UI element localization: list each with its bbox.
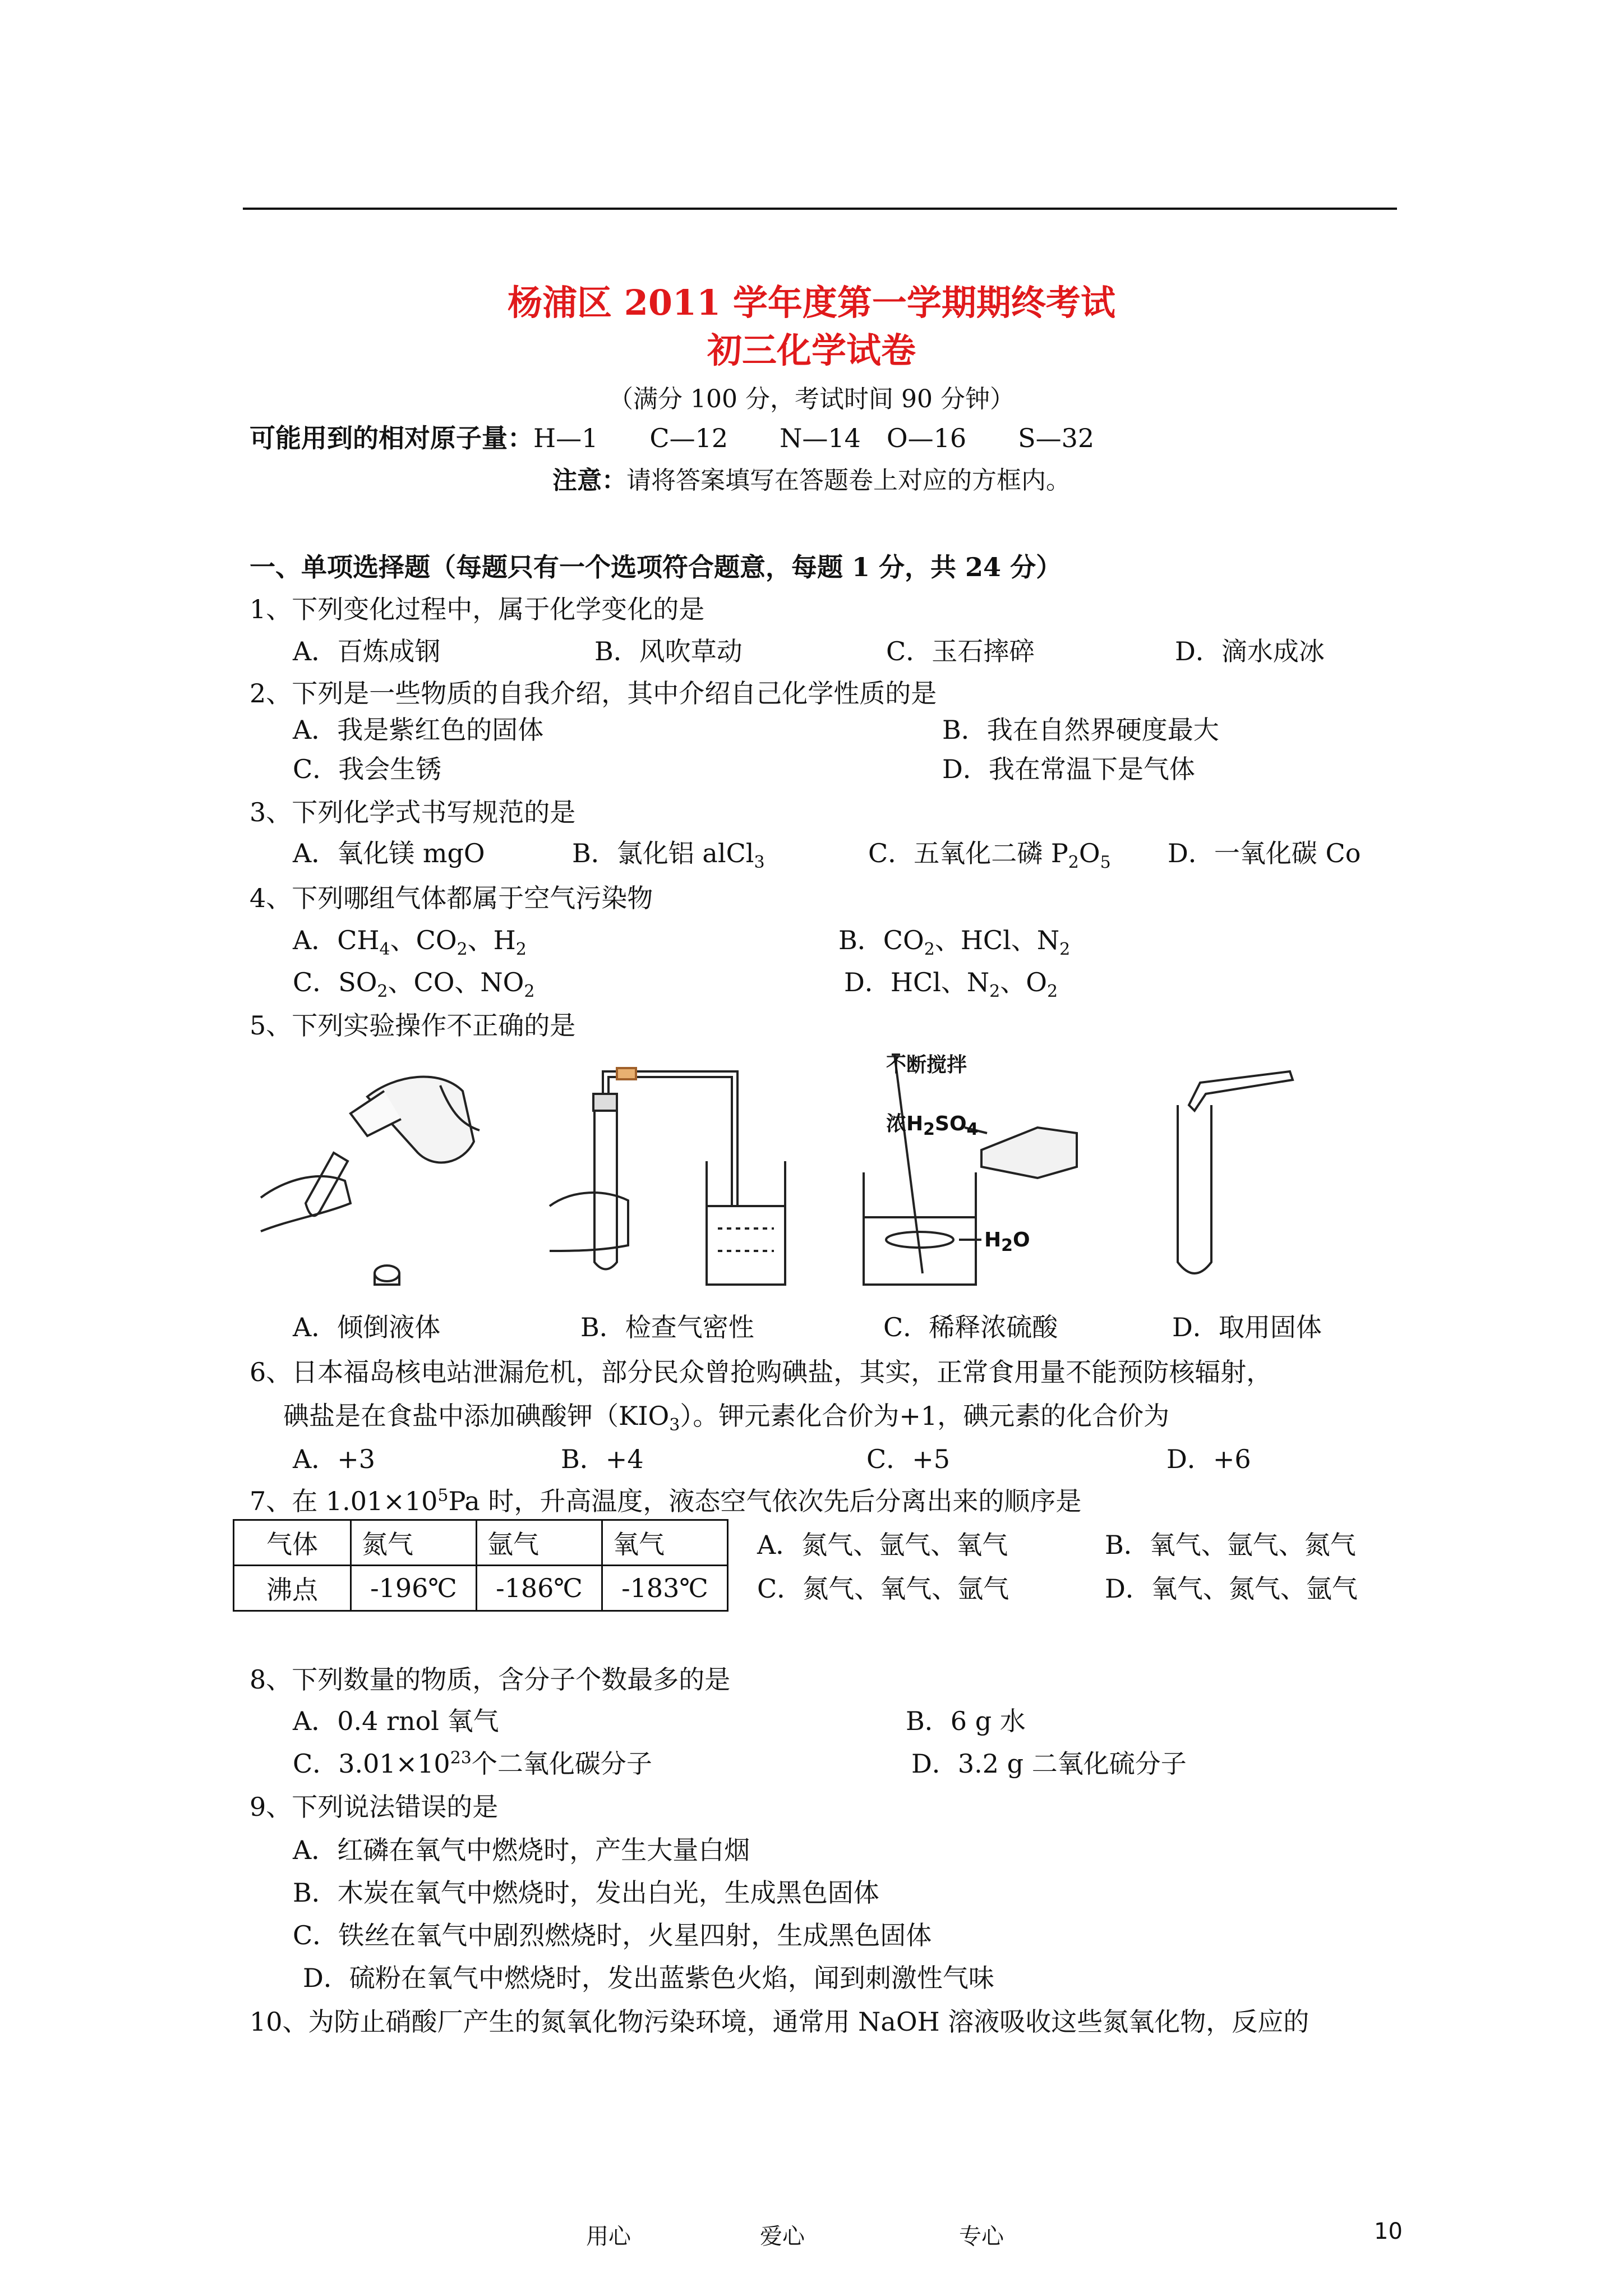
q1-option-c: C．玉石摔碎	[886, 636, 1035, 666]
figure-taking-solid	[1161, 1060, 1307, 1296]
q1-stem: 1、下列变化过程中，属于化学变化的是	[250, 594, 705, 624]
q9-option-c: C．铁丝在氧气中剧烈燃烧时，火星四射，生成黑色固体	[293, 1920, 932, 1950]
figure-c-drawing	[852, 1049, 1144, 1296]
q5-option-a: A．倾倒液体	[293, 1312, 441, 1342]
q3-option-d: D．一氧化碳 Co	[1168, 838, 1361, 868]
table-cell: 氧气	[602, 1520, 728, 1566]
note-line	[0, 460, 1623, 496]
q3-stem: 3、下列化学式书写规范的是	[250, 797, 576, 827]
q8-option-c: C．$3.01\times 10^{23}$个二氧化碳分子	[293, 1748, 652, 1779]
q9-stem: 9、下列说法错误的是	[250, 1792, 499, 1822]
q1-option-a: A．百炼成钢	[293, 636, 441, 666]
footer-word-1: 用心	[586, 2224, 631, 2249]
header-rule	[243, 208, 1397, 210]
q7-stem: 7、在 $1.01\times 10^5Pa$ 时，升高温度，液态空气依次先后分离出来的顺序是	[250, 1485, 1082, 1516]
q8-option-b: B．6 g 水	[906, 1706, 1026, 1736]
q6-option-d: D．+6	[1166, 1444, 1251, 1474]
q7-option-d: D．氧气、氮气、氩气	[1105, 1573, 1358, 1604]
table-row	[234, 1520, 728, 1566]
q4-option-b: B．$CO_2$、HCl、$N_2$	[838, 925, 1071, 960]
figure-airtightness-check	[538, 1060, 802, 1296]
atomic-mass-label: 可能用到的相对原子量：	[250, 423, 533, 453]
q3-option-a: A．氧化镁 mgO	[293, 838, 485, 868]
table-cell: 气体	[234, 1520, 351, 1566]
exam-duration: （满分 100 分，考试时间 90 分钟）	[608, 385, 1015, 413]
q2-option-c: C．我会生锈	[293, 754, 442, 784]
q7-option-c: C．氮气、氧气、氩气	[757, 1573, 1009, 1604]
label-water: $H_2O$	[984, 1228, 1030, 1256]
q4-option-d: D．HCl、$N_2$、$O_2$	[844, 967, 1058, 1002]
q6-stem-line2: 碘盐是在食盐中添加碘酸钾$(KIO_3)$。钾元素化合价为+1，碘元素的化合价为	[283, 1401, 1170, 1435]
q5-option-d: D．取用固体	[1172, 1312, 1322, 1342]
q6-option-a: A．+3	[293, 1444, 376, 1474]
q9-option-a: A．红磷在氧气中燃烧时，产生大量白烟	[293, 1835, 750, 1865]
q4-stem: 4、下列哪组气体都属于空气污染物	[250, 883, 653, 913]
table-cell: -186℃	[477, 1566, 602, 1611]
q9-option-b: B．木炭在氧气中燃烧时，发出白光，生成黑色固体	[293, 1878, 879, 1908]
footer-word-3: 专心	[959, 2224, 1004, 2249]
figure-diluting-sulfuric-acid	[852, 1049, 1144, 1296]
exam-title: 杨浦区 2011 学年度第一学期期终考试	[508, 282, 1115, 323]
table-cell: -196℃	[351, 1566, 477, 1611]
note-text: 请将答案填写在答题卷上对应的方框内。	[626, 466, 1071, 495]
boiling-point-table	[233, 1519, 728, 1612]
q6-option-b: B．+4	[561, 1444, 644, 1474]
q7-option-b: B．氧气、氩气、氮气	[1105, 1530, 1356, 1560]
q5-stem: 5、下列实验操作不正确的是	[250, 1010, 576, 1041]
q2-option-a: A．我是紫红色的固体	[293, 715, 544, 745]
q10-stem: 10、为防止硝酸厂产生的氮氧化物污染环境，通常用 NaOH 溶液吸收这些氮氧化物，反应的	[250, 2007, 1310, 2037]
q1-option-d: D．滴水成冰	[1175, 636, 1325, 666]
q1-option-b: B．风吹草动	[594, 636, 743, 666]
q3-option-c: C．五氧化二磷 $P_2O_5$	[868, 838, 1111, 873]
q7-option-a: A．氮气、氩气、氧气	[757, 1530, 1008, 1560]
page-number: 10	[1374, 2219, 1403, 2244]
table-cell: 氩气	[477, 1520, 602, 1566]
atomic-mass-line	[250, 418, 1094, 455]
q6-stem-line1: 6、日本福岛核电站泄漏危机，部分民众曾抢购碘盐，其实，正常食用量不能预防核辐射，	[250, 1357, 1272, 1387]
label-stir-continuously: 不断搅拌	[886, 1053, 967, 1076]
note-label: 注意：	[552, 466, 626, 495]
figure-pouring-liquid	[250, 1069, 485, 1293]
q2-option-d: D．我在常温下是气体	[942, 754, 1195, 784]
section-title: 一、单项选择题（每题只有一个选项符合题意，每题 1 分，共 24 分）	[250, 552, 1062, 582]
footer-word-2: 爱心	[760, 2224, 805, 2249]
q3-option-b: B．氯化铝 alCl$_3$	[572, 838, 765, 873]
q8-option-d: D．3.2 g 二氧化硫分子	[911, 1749, 1187, 1779]
table-cell: 氮气	[351, 1520, 477, 1566]
q2-stem: 2、下列是一些物质的自我介绍，其中介绍自己化学性质的是	[250, 678, 937, 708]
q5-option-c: C．稀释浓硫酸	[883, 1312, 1058, 1342]
atomic-mass-values: H—1 C—12 N—14 O—16 S—32	[533, 423, 1095, 453]
table-cell: -183℃	[602, 1566, 728, 1611]
table-row	[234, 1566, 728, 1611]
label-concentrated-acid: 浓$H_2SO_4$	[886, 1112, 979, 1140]
q6-option-c: C．+5	[866, 1444, 951, 1474]
q2-option-b: B．我在自然界硬度最大	[942, 715, 1219, 745]
q8-option-a: A．0.4 rnol 氧气	[293, 1706, 499, 1736]
exam-subject-title: 初三化学试卷	[707, 330, 916, 371]
q5-option-b: B．检查气密性	[580, 1312, 754, 1342]
q9-option-d: D．硫粉在氧气中燃烧时，发出蓝紫色火焰，闻到刺激性气味	[303, 1963, 994, 1993]
q4-option-a: A．$CH_4$、$CO_2$、$H_2$	[293, 925, 527, 960]
table-cell: 沸点	[234, 1566, 351, 1611]
q4-option-c: C．$SO_2$、CO、$NO_2$	[293, 967, 535, 1002]
q8-stem: 8、下列数量的物质，含分子个数最多的是	[250, 1664, 731, 1695]
